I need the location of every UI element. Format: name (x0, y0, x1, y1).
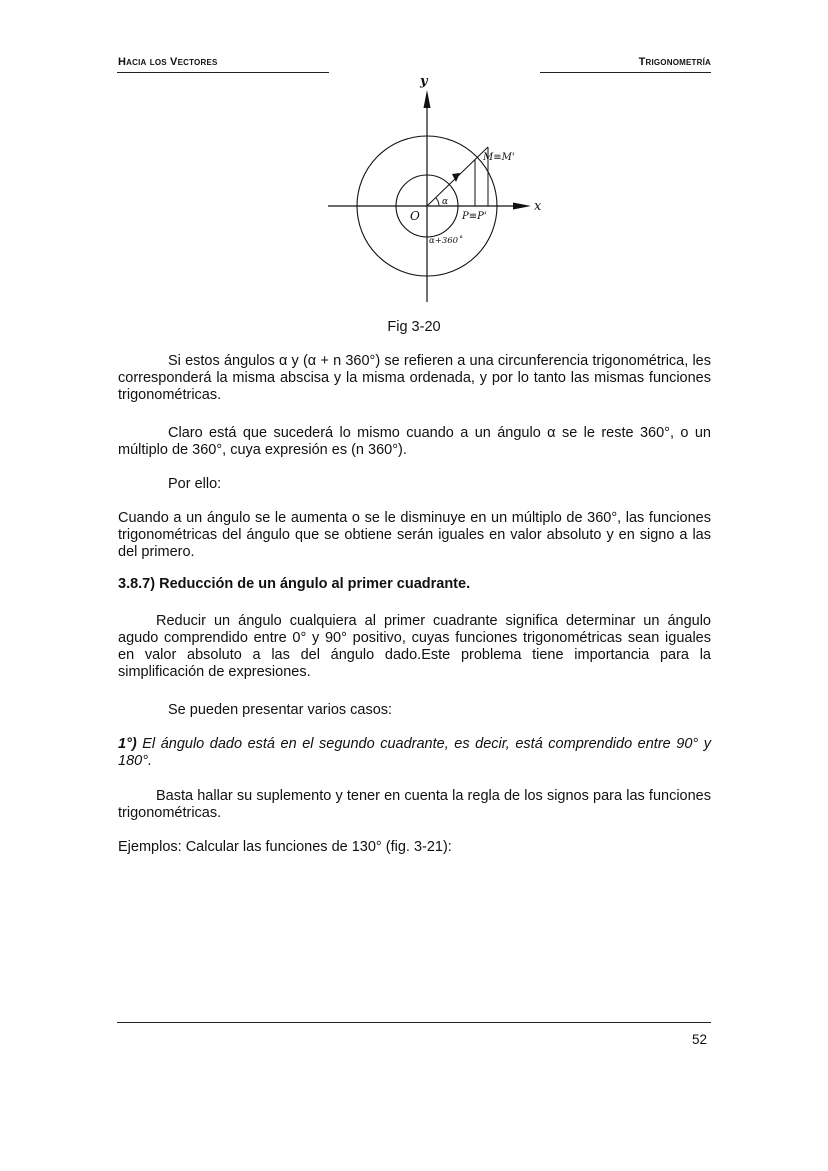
origin-label: O (410, 209, 420, 223)
case-1-text: El ángulo dado está en el segundo cuadrante, es decir, está comprendido entre 90° y 180°. (118, 736, 711, 769)
running-header-left: Hacia los Vectores (118, 56, 218, 68)
alpha-arc (436, 198, 440, 207)
section-title: 3.8.7) Reducción de un ángulo al primer cuadrante. (118, 576, 471, 592)
figure-caption: Fig 3-20 (387, 319, 441, 335)
header-rule-right (540, 72, 711, 73)
y-axis-arrow (424, 90, 431, 108)
m-point-label: M≡M' (483, 152, 515, 163)
paragraph-supplement: Basta hallar su suplemento y tener en cuenta la regla de los signos para las funciones trigonométricas. (118, 788, 711, 821)
y-axis-label: y (420, 74, 428, 89)
p-point-label: P≡P' (462, 211, 487, 222)
paragraph-examples: Ejemplos: Calcular las funciones de 130° (fig. 3-21): (118, 839, 452, 855)
alpha-360-label: α+360˚ (429, 236, 463, 246)
x-axis-arrow (513, 203, 531, 210)
alpha-label: α (442, 197, 449, 207)
paragraph-rule-statement: Cuando a un ángulo se le aumenta o se le disminuye en un múltiplo de 360°, las funciones trigonométricas del ángulo que se obtiene serán iguales en valor absoluto y en signo a las del primero. (118, 510, 711, 560)
paragraph-cases-intro: Se pueden presentar varios casos: (168, 702, 393, 718)
footer-rule (117, 1022, 711, 1023)
paragraph-equivalent-angles: Si estos ángulos α y (α + n 360°) se refieren a una circunferencia trigonométrica, les corresponderá la misma abscisa y la misma ordenada, y por lo tanto las mismas funciones trigonométricas. (118, 353, 711, 403)
unit-circle-diagram (320, 70, 560, 306)
x-axis-label: x (534, 199, 542, 214)
case-1-number: 1°) (118, 736, 137, 752)
paragraph-por-ello: Por ello: (168, 476, 222, 492)
header-rule-left (117, 72, 329, 73)
paragraph-subtract-360: Claro está que sucederá lo mismo cuando a un ángulo α se le reste 360°, o un múltiplo de 360°, cuya expresión es (n 360°). (118, 425, 711, 458)
case-1-heading (118, 736, 711, 770)
paragraph-reduction-definition: Reducir un ángulo cualquiera al primer cuadrante significa determinar un ángulo agudo comprendido entre 0° y 90° positivo, cuyas funciones trigonométricas sean iguales en valor absoluto a las del ángulo dado.Este problema tiene importancia para la simplificación de expresiones. (118, 613, 711, 680)
page-number: 52 (691, 1032, 707, 1047)
running-header-right: Trigonometría (638, 56, 711, 68)
